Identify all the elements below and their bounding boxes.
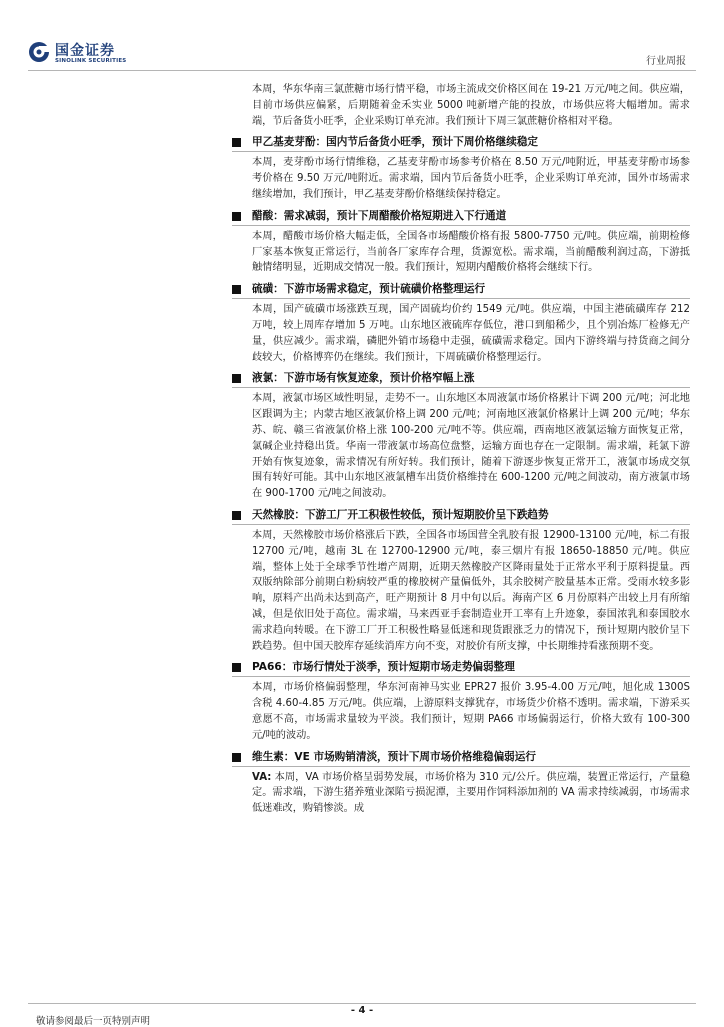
square-bullet-icon [232, 511, 241, 520]
footer-divider [28, 1003, 696, 1004]
section-heading-text: 硫磺：下游市场需求稳定，预计硫磺价格整理运行 [252, 283, 486, 296]
disclaimer-note: 敬请参阅最后一页特别声明 [36, 1016, 151, 1027]
section-heading-text: 液氯：下游市场有恢复迹象，预计价格窄幅上涨 [252, 372, 475, 385]
section-underline [232, 524, 690, 525]
section-heading [252, 749, 690, 766]
square-bullet-icon [232, 663, 241, 672]
paragraph: 本周，醋酸市场价格大幅走低，全国各市场醋酸价格有报 5800-7750 元/吨。供应端，前期检修厂家基本恢复正常运行，当前各厂家库存合理，货源宽松。需求端，当前醋酸利润过高，下游抵触情绪明显，近期成交情况一般。我们预计，短期内醋酸价格将会继续下行。 [252, 230, 690, 274]
paragraph: 本周，华东华南三氯蔗糖市场行情平稳，市场主流成交价格区间在 19-21 万元/吨之间。供应端，目前市场供应偏紧，后期随着金禾实业 5000 吨新增产能的投放，市场供应将大幅增加。需求端，节后备货小旺季，企业采购订单充沛。我们预计下周三氯蔗糖价格相对平稳。 [252, 84, 690, 127]
section-underline [232, 676, 690, 677]
section-heading [252, 659, 690, 676]
report-type-label: 行业周报 [646, 56, 686, 67]
section-heading [252, 507, 690, 524]
paragraph: 本周，液氯市场区域性明显，走势不一。山东地区本周液氯市场价格累计下调 200 元/吨；河北地区跟调为主；内蒙古地区液氯价格上调 200 元/吨；河南地区液氯价格累计上调 200 元/吨；华东苏、皖、赣三省液氯价格上涨 100-200 元/吨不等。供应端，西南地区液氯运输方面恢复正常，氯碱企业持稳出货。华南一带液氯市场高位盘整，运输方面也存在一定限制。需求端，耗氯下游开始有恢复迹象，需求情况有所好转。我们预计，随着下游逐步恢复正常开工，液氯市场成交氛围有转好可能。其中山东地区液氯槽车出货价格维持在 600-1200 元/吨之间波动，南方液氯市场在 900-1700 元/吨之间波动。 [252, 393, 690, 500]
report-body [252, 82, 690, 821]
section-underline [232, 151, 690, 152]
square-bullet-icon [232, 138, 241, 147]
paragraph-text: 本周，VA 市场价格呈弱势发展，市场价格为 310 元/公斤。供应端，装置正常运行，产量稳定。需求端，下游生猪养殖业深陷亏损泥潭，主要用作饲料添加剂的 VA 需求持续减弱，市场需求低迷难改，购销惨淡。成 [252, 771, 690, 815]
company-logo [28, 40, 138, 70]
paragraph: 本周，天然橡胶市场价格涨后下跌，全国各市场国营全乳胶有报 12900-13100 元/吨，标二有报 12700 元/吨，越南 3L 在 12700-12900 元/吨，泰三烟片有报 18650-18850 元/吨。供应端，整体上处于全球季节性增产周期，近期天然橡胶产区降雨量处于正常水平利于原料提量。西双版纳除部分前期白粉病较严重的橡胶树产量偏低外，其余胶树产胶量基本正常。受雨水较多影响，原料产出尚未达到高产，旺产期预计 8 月中旬以后。海南产区 6 月份原料产出较上月有所缩减，但是依旧处于高位。需求端，马来西亚手套制造业开工率有上升迹象，泰国浓乳和泰国胶水需求趋向转暖。在下游工厂开工积极性略显低迷和现货跟涨乏力的情况下，预计短期内胶价呈下跌趋势。但中国天胶库存延续消库方向不变，对胶价有所支撑，中长期维持看涨预期不变。 [252, 529, 690, 652]
section-heading [252, 370, 690, 387]
sinolink-logo-icon [28, 41, 50, 63]
section-underline [232, 225, 690, 226]
section-heading-text: PA66：市场行情处于淡季，预计短期市场走势偏弱整理 [252, 661, 515, 674]
section-underline [232, 766, 690, 767]
page-number: - 4 - [350, 1005, 374, 1016]
section-underline [232, 387, 690, 388]
section-heading [252, 281, 690, 298]
section-heading [252, 208, 690, 225]
square-bullet-icon [232, 212, 241, 221]
section-underline [232, 298, 690, 299]
square-bullet-icon [232, 753, 241, 762]
paragraph: 本周，国产硫磺市场涨跌互现，国产固硫均价约 1549 元/吨。供应端，中国主港硫磺库存 212 万吨，较上周库存增加 5 万吨。山东地区液硫库存低位，港口到船稀少，且个别冶炼厂检修无产量，供应减少。需求端，磷肥外销市场稳中走强，硫磺需求稳定。国内下游终端与持货商之间分歧较大，价格博弈仍在继续。我们预计，下周硫磺价格整理运行。 [252, 304, 690, 363]
square-bullet-icon [232, 285, 241, 294]
paragraph-lead: VA: [252, 771, 272, 783]
paragraph: 本周，麦芽酚市场行情维稳，乙基麦芽酚市场参考价格在 8.50 万元/吨附近，甲基麦芽酚市场参考价格在 9.50 万元/吨附近。需求端，国内节后备货小旺季，企业采购订单充沛，国外市场需求继续增加，我们预计，甲乙基麦芽酚价格继续保持稳定。 [252, 157, 690, 200]
page-header [0, 0, 724, 80]
section-heading-text: 维生素：VE 市场购销清淡，预计下周市场价格维稳偏弱运行 [252, 750, 536, 763]
logo-english-name: SINOLINK SECURITIES [55, 58, 127, 64]
paragraph [252, 770, 690, 817]
header-divider [28, 70, 696, 71]
square-bullet-icon [232, 374, 241, 383]
section-heading-text: 天然橡胶：下游工厂开工积极性较低，预计短期胶价呈下跌趋势 [252, 508, 549, 521]
paragraph: 本周，市场价格偏弱整理，华东河南神马实业 EPR27 报价 3.95-4.00 万元/吨，旭化成 1300S 含税 4.60-4.85 万元/吨。供应端，上游原料支撑犹存，市场货少价格不透明。需求端，下游采买意愿不高，市场需求量较为平淡。我们预计，短期 PA66 市场偏弱运行，价格大致有 100-300 元/吨的波动。 [252, 682, 690, 741]
logo-chinese-name: 国金证券 [55, 43, 115, 59]
section-heading-text: 醋酸：需求减弱，预计下周醋酸价格短期进入下行通道 [252, 209, 507, 222]
section-heading [252, 134, 690, 151]
section-heading-text: 甲乙基麦芽酚：国内节后备货小旺季，预计下周价格继续稳定 [252, 136, 539, 149]
